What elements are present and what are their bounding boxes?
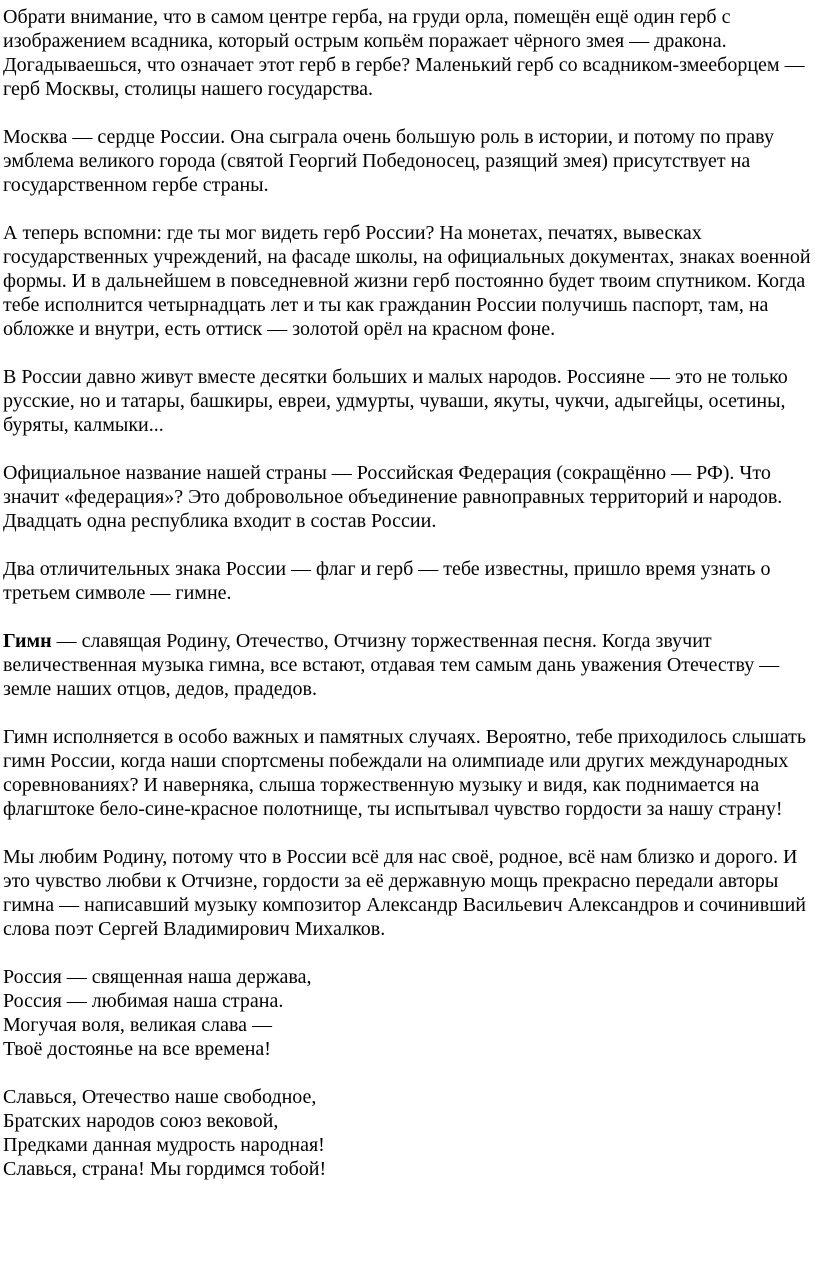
anthem-definition-text: — славящая Родину, Отечество, Отчизну торжественная песня. Когда звучит величественная музыка гимна, все встают, отдавая тем самым дань уважения Отечеству — земле наших отцов, дедов, прадедов. — [3, 630, 780, 700]
paragraph-anthem-definition — [3, 629, 813, 701]
paragraph-symbols: Два отличительных знака России — флаг и герб — тебе известны, пришло время узнать о третьем символе — гимне. — [3, 558, 771, 604]
paragraph-moscow: Москва — сердце России. Она сыграла очень большую роль в истории, и потому по праву эмблема великого города (святой Георгий Победоносец, разящий змея) присутствует на государственном гербе страны. — [3, 126, 774, 196]
anthem-verse-1 — [3, 965, 813, 1061]
paragraph-peoples: В России давно живут вместе десятки больших и малых народов. Россияне — это не только русские, но и татары, башкиры, евреи, удмурты, чуваши, якуты, чукчи, адыгейцы, осетины, буряты, калмыки... — [3, 366, 788, 436]
paragraph-anthem-authors: Мы любим Родину, потому что в России всё для нас своё, родное, всё нам близко и дорого. И это чувство любви к Отчизне, гордости за её державную мощь прекрасно передали авторы гимна — написавший музыку композитор Александр Васильевич Александров и сочинивший слова поэт Сергей Владимирович Михалков. — [3, 846, 806, 940]
verse-line: Предками данная мудрость народная! — [3, 1134, 325, 1156]
anthem-verse-2 — [3, 1085, 813, 1181]
verse-line: Славься, страна! Мы гордимся тобой! — [3, 1158, 327, 1180]
paragraph-where-seen: А теперь вспомни: где ты мог видеть герб России? На монетах, печатях, вывесках государственных учреждений, на фасаде школы, на официальных документах, знаках военной формы. И в дальнейшем в повседневной жизни герб постоянно будет твоим спутником. Когда тебе исполнится четырнадцать лет и ты как гражданин России получишь паспорт, там, на обложке и внутри, есть оттиск — золотой орёл на красном фоне. — [3, 222, 811, 340]
paragraph-coat-of-arms: Обрати внимание, что в самом центре герба, на груди орла, помещён ещё один герб с изображением всадника, который острым копьём поражает чёрного змея — дракона. Догадываешься, что означает этот герб в гербе? Маленький герб со всадником-змееборцем — герб Москвы, столицы нашего государства. — [3, 6, 805, 100]
anthem-term: Гимн — [3, 630, 52, 652]
verse-line: Братских народов союз вековой, — [3, 1110, 279, 1132]
verse-line: Россия — священная наша держава, — [3, 966, 312, 988]
verse-line: Славься, Отечество наше свободное, — [3, 1086, 317, 1108]
verse-line: Россия — любимая наша страна. — [3, 990, 284, 1012]
paragraph-federation: Официальное название нашей страны — Российская Федерация (сокращённо — РФ). Что значит «федерация»? Это добровольное объединение равноправных территорий и народов. Двадцать одна республика входит в состав России. — [3, 462, 783, 532]
verse-line: Могучая воля, великая слава — — [3, 1014, 273, 1036]
paragraph-anthem-occasions: Гимн исполняется в особо важных и памятных случаях. Вероятно, тебе приходилось слышать гимн России, когда наши спортсмены побеждали на олимпиаде или других международных соревнованиях? И наверняка, слыша торжественную музыку и видя, как поднимается на флагштоке бело-сине-красное полотнище, ты испытывал чувство гордости за нашу страну! — [3, 726, 806, 820]
verse-line: Твоё достоянье на все времена! — [3, 1038, 271, 1060]
